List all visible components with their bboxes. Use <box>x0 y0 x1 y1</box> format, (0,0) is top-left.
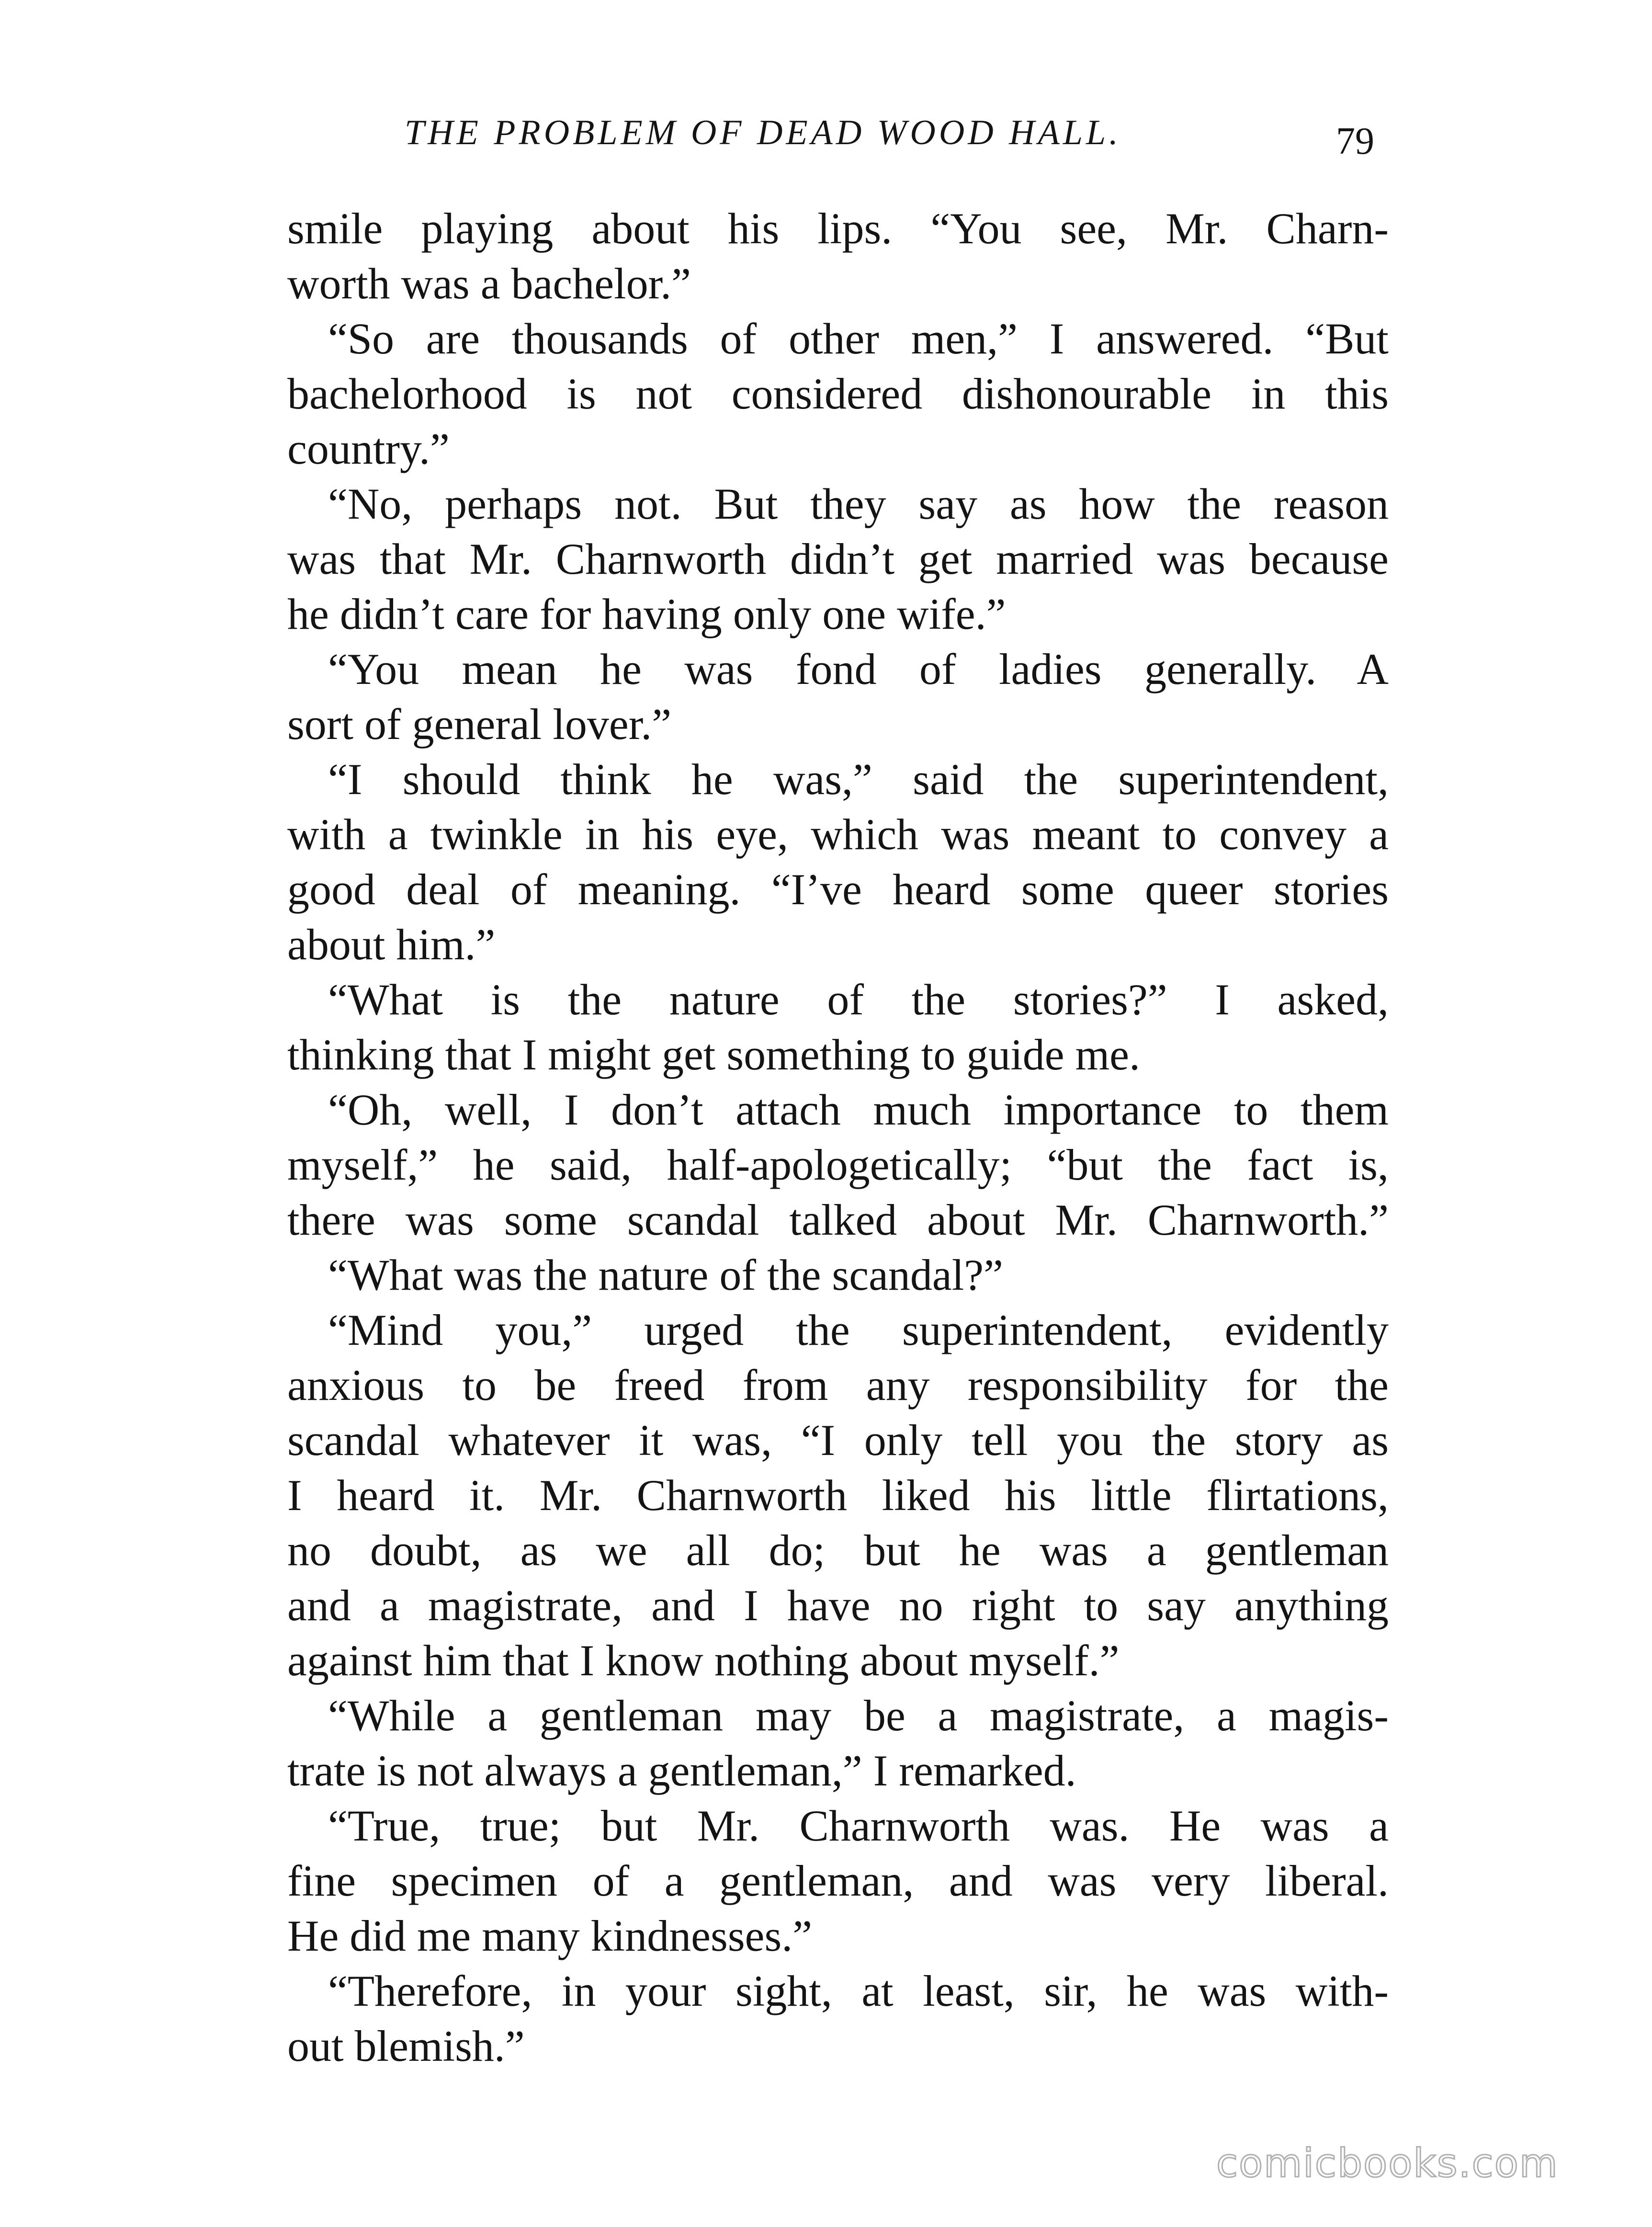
text-line: “No, perhaps not. But they say as how the reason <box>328 479 1389 528</box>
text-line: no doubt, as we all do; but he was a gentleman <box>287 1526 1389 1575</box>
text-line: anxious to be freed from any responsibility for the <box>287 1361 1389 1409</box>
text-line: “So are thousands of other men,” I answered. “But <box>328 314 1389 363</box>
text-line: “You mean he was fond of ladies generally. A <box>328 645 1389 693</box>
text-line: trate is not always a gentleman,” I remarked. <box>287 1746 1076 1795</box>
text-line: thinking that I might get something to guide me. <box>287 1030 1141 1079</box>
text-line: against him that I know nothing about myself.” <box>287 1636 1120 1685</box>
text-line: I heard it. Mr. Charnworth liked his little flirtations, <box>287 1471 1389 1520</box>
text-line: fine specimen of a gentleman, and was very liberal. <box>287 1856 1389 1905</box>
page-number: 79 <box>1336 120 1374 162</box>
text-line: “Therefore, in your sight, at least, sir, he was with- <box>328 1966 1389 2015</box>
text-line: “I should think he was,” said the superintendent, <box>328 755 1389 804</box>
text-line: He did me many kindnesses.” <box>287 1911 813 1960</box>
text-line: myself,” he said, half-apologetically; “but the fact is, <box>287 1140 1389 1189</box>
text-line: and a magistrate, and I have no right to say anything <box>287 1581 1389 1630</box>
text-line: “While a gentleman may be a magistrate, a magis- <box>328 1691 1389 1740</box>
text-line: bachelorhood is not considered dishonourable in this <box>287 369 1389 418</box>
body-text <box>287 201 1389 2074</box>
running-head-title: THE PROBLEM OF DEAD WOOD HALL. <box>405 113 1121 152</box>
text-line: smile playing about his lips. “You see, Mr. Charn- <box>287 204 1389 253</box>
text-line: “What was the nature of the scandal?” <box>328 1250 1003 1299</box>
watermark: comicbooks.com <box>1216 2141 1559 2186</box>
text-line: with a twinkle in his eye, which was meant to convey a <box>287 810 1389 859</box>
text-line: sort of general lover.” <box>287 700 672 749</box>
text-line: was that Mr. Charnworth didn’t get married was because <box>287 534 1389 583</box>
text-line: about him.” <box>287 920 496 969</box>
text-line: “What is the nature of the stories?” I asked, <box>328 975 1389 1024</box>
text-line: he didn’t care for having only one wife.” <box>287 590 1006 638</box>
text-line: “Oh, well, I don’t attach much importance to them <box>328 1085 1389 1134</box>
text-line: worth was a bachelor.” <box>287 259 691 308</box>
text-line: “Mind you,” urged the superintendent, evidently <box>328 1306 1389 1354</box>
text-line: “True, true; but Mr. Charnworth was. He was a <box>328 1801 1389 1850</box>
text-line: country.” <box>287 424 450 473</box>
text-line: out blemish.” <box>287 2022 525 2070</box>
text-line: scandal whatever it was, “I only tell you the story as <box>287 1416 1389 1465</box>
text-line: there was some scandal talked about Mr. Charnworth.” <box>287 1195 1389 1244</box>
text-line: good deal of meaning. “I’ve heard some queer stories <box>287 865 1389 914</box>
